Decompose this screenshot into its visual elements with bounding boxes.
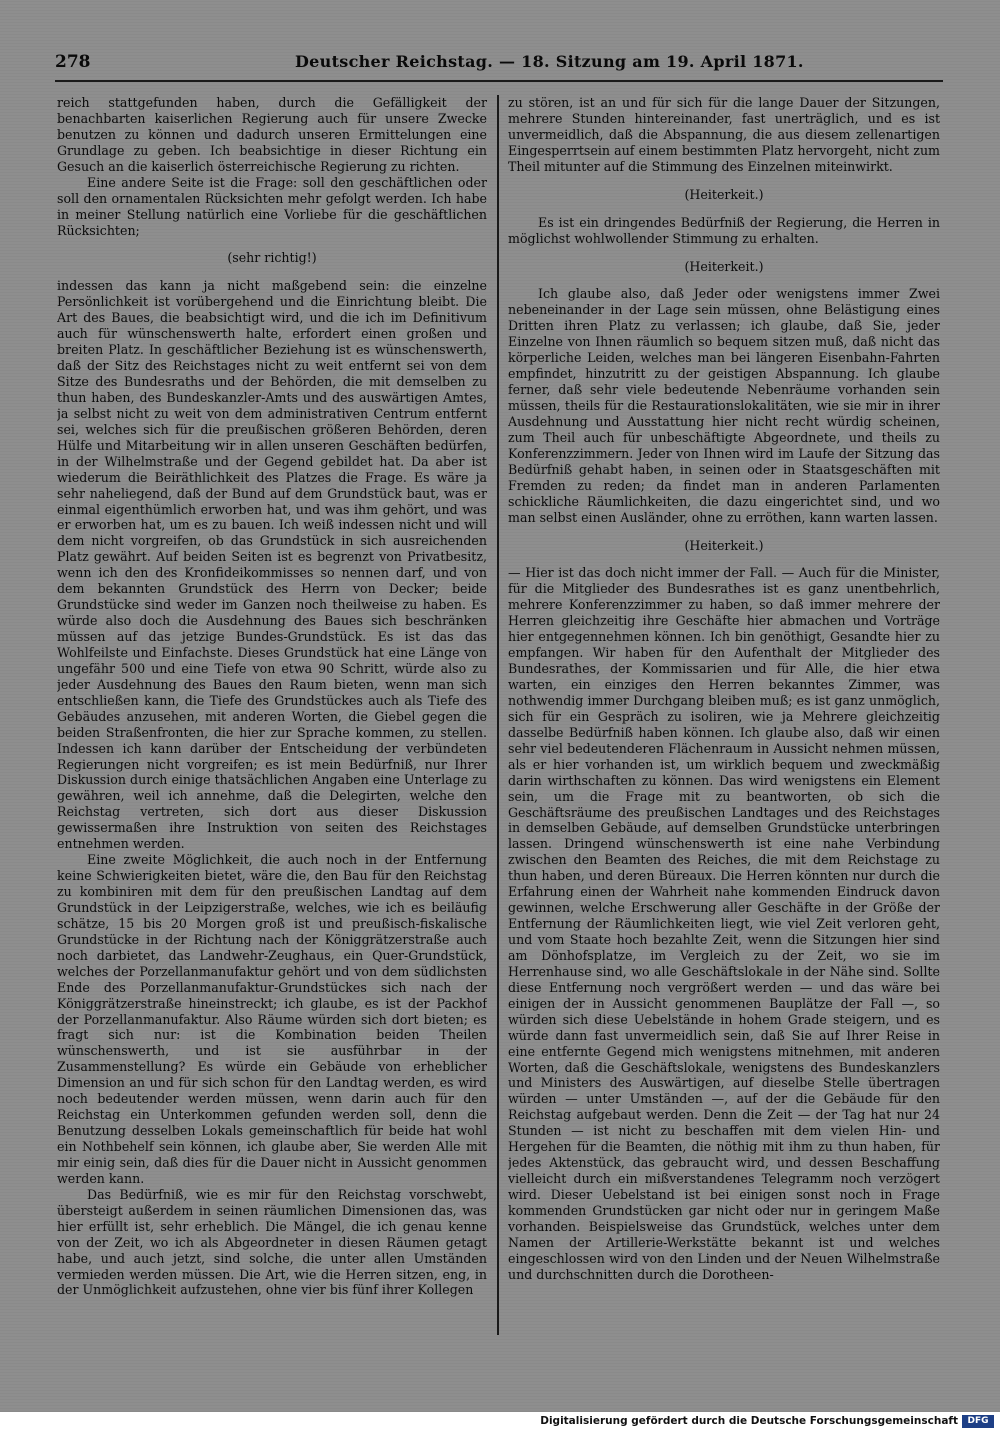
paragraph: indessen das kann ja nicht maßgebend sein: die einzelne Persönlichkeit ist vorübergehend und die Einrichtung bleibt. Die Art des Baues, die beabsichtigt wird, und die ich im Definitivum auch für wünschenswerth halte, erfordert einen großen und breiten Platz. In geschäftlicher Beziehung ist es wünschenswerth, daß der Sitz des Reichstages nicht zu weit entfernt sei von dem Sitze des Bundesraths und der Behörden, die mit demselben zu thun haben, des Bundeskanzler-Amts und des auswärtigen Amtes, ja selbst nicht zu weit von dem administrativen Centrum entfernt sei, welches sich für die preußischen größeren Behörden, deren Hülfe und Mitarbeitung wir in allen unseren Geschäften bedürfen, in der Wilhelmstraße und der Gegend gebildet hat. Da aber ist wiederum die Beiräthlichkeit des Platzes die Frage. Es wäre ja sehr naheliegend, daß der Bund auf dem Grundstück baut, was er einmal eigenthümlich erworben hat, und was ihm gehört, und was er erworben hat, um es zu bauen. Ich weiß indessen nicht und will dem nicht vorgreifen, ob das Grundstück in sich ausreichenden Platz gewährt. Auf beiden Seiten ist es begrenzt von Privatbesitz, wenn ich den des Kronfideikommisses so nennen darf, und von dem bekannten Grundstück des Herrn von Decker; beide Grundstücke sind weder im Ganzen noch theilweise zu haben. Es würde also doch die Ausdehnung des Baues sich beschränken müssen auf das jetzige Bundes-Grundstück. Es ist das das Wohlfeilste und Einfachste. Dieses Grundstück hat eine Länge von ungefähr 500 und eine Tiefe von etwa 90 Schritt, würde also zu jeder Ausdehnung des Baues den Raum bieten, wenn man sich entschließen kann, die Tiefe des Grundstückes auch als Tiefe des Gebäudes anzusehen, mit anderen Worten, die Giebel gegen die beiden Straßenfronten, die hier zur Sprache kommen, zu stellen. Indessen ich kann darüber der Entscheidung der verbündeten Regierungen nicht vorgreifen; es ist mein Bedürfniß, nur Ihrer Diskussion durch einige thatsächlichen Angaben eine Unterlage zu gewähren, weil ich annehme, daß die Delegirten, welche den Reichstag vertreten, sich dort aus dieser Diskussion gewissermaßen ihre Instruktion von seiten des Reichstages entnehmen werden.	[57, 278, 487, 852]
interjection: (Heiterkeit.)	[684, 537, 764, 553]
paragraph: Eine zweite Möglichkeit, die auch noch in der Entfernung keine Schwierigkeiten bietet, wäre die, den Bau für den Reichstag zu kombiniren mit dem für den preußischen Landtag auf dem Grundstück in der Leipzigerstraße, welches, wie ich es beiläufig schätze, 15 bis 20 Morgen groß ist und preußisch-fiskalische Grundstücke in der Richtung nach der Königgrätzerstraße auch noch darbietet, das Landwehr-Zeughaus, ein Quer-Grundstück, welches der Porzellanmanufaktur gehört und von dem südlichsten Ende des Porzellanmanufaktur-Grundstückes sich nach der Königgrätzerstraße hineinstreckt; ich glaube, es ist der Packhof der Porzellanmanufaktur. Also Räume würden sich dort bieten; es fragt sich nur: ist die Kombination beiden Theilen wünschenswerth, und ist sie ausführbar in der Zusammenstellung? Es würde ein Gebäude von erheblicher Dimension an und für sich schon für den Landtag werden, es wird noch bedeutender werden müssen, wenn darin auch für den Reichstag ein Unterkommen gefunden werden soll, denn die Benutzung desselben Lokals gemeinschaftlich für beide hat wohl ein Nothbehelf sein können, ich glaube aber, Sie werden Alle mit mir einig sein, daß dies für die Dauer nicht in Aussicht genommen werden kann.	[57, 852, 487, 1186]
right-column	[508, 95, 940, 1340]
footer-credit: Digitalisierung gefördert durch die Deutsche Forschungsgemeinschaft	[540, 1415, 958, 1427]
page-number: 278	[55, 52, 91, 72]
footer-bar	[0, 1412, 1000, 1432]
paragraph: reich stattgefunden haben, durch die Gefälligkeit der benachbarten kaiserlichen Regierung auch für unsere Zwecke benutzen zu können und dadurch unseren Ermittelungen eine Grundlage zu geben. Ich beabsichtige in dieser Richtung ein Gesuch an die kaiserlich österreichische Regierung zu richten.	[57, 95, 487, 174]
header-rule	[55, 80, 943, 82]
paragraph: Es ist ein dringendes Bedürfniß der Regierung, die Herren in möglichst wohlwollender Stimmung zu erhalten.	[508, 214, 940, 246]
left-column	[57, 95, 487, 1340]
paragraph: Das Bedürfniß, wie es mir für den Reichstag vorschwebt, übersteigt außerdem in seinen räumlichen Dimensionen das, was hier erfüllt ist, sehr erheblich. Die Mängel, die ich genau kenne von der Zeit, wo ich als Abgeordneter in diesen Räumen getagt habe, und auch jetzt, sind solche, die unter allen Umständen vermieden werden müssen. Die Art, wie die Herren sitzen, eng, in der Unmöglichkeit aufzustehen, ohne vier bis fünf ihrer Kollegen	[57, 1186, 487, 1298]
interjection: (Heiterkeit.)	[684, 186, 764, 202]
column-rule	[497, 95, 499, 1335]
paragraph: Eine andere Seite ist die Frage: soll den geschäftlichen oder soll den ornamentalen Rücksichten mehr gefolgt werden. Ich habe in meiner Stellung natürlich eine Vorliebe für die geschäftlichen Rücksichten;	[57, 174, 487, 238]
dfg-logo: DFG	[962, 1415, 994, 1428]
paragraph: Ich glaube also, daß Jeder oder wenigstens immer Zwei nebeneinander in der Lage sein müssen, ohne Belästigung eines Dritten ihren Platz zu verlassen; ich glaube, daß Sie, jeder Einzelne von Ihnen räumlich so bequem sitzen muß, daß nicht das körperliche Leiden, welches man bei längeren Eisenbahn-Fahrten empfindet, hinzutritt zu der geistigen Abspannung. Ich glaube ferner, daß sehr viele bedeutende Nebenräume vorhanden sein müssen, theils für die Restaurationslokalitäten, wie sie mir in ihrer Ausdehnung und Ausstattung hier nicht recht würdig scheinen, zum Theil auch für unbeschäftigte Abgeordnete, und theils zu Konferenzzimmern. Jeder von Ihnen wird im Laufe der Sitzung das Bedürfniß gehabt haben, in seinen oder in Staatsgeschäften mit Fremden zu reden; da findet man in anderen Parlamenten schickliche Räumlichkeiten, die dazu eingerichtet sind, und wo man selbst einen Ausländer, ohne zu erröthen, kann warten lassen.	[508, 286, 940, 525]
interjection: (Heiterkeit.)	[684, 258, 764, 274]
running-title: Deutscher Reichstag. — 18. Sitzung am 19. April 1871.	[295, 52, 804, 71]
paragraph: — Hier ist das doch nicht immer der Fall. — Auch für die Minister, für die Mitglieder des Bundesrathes ist es ganz unentbehrlich, mehrere Konferenzzimmer zu haben, so daß immer mehrere der Herren gleichzeitig ihre Geschäfte hier abmachen und Vorträge hier entgegennehmen können. Ich bin genöthigt, Gesandte hier zu empfangen. Wir haben für den Aufenthalt der Mitglieder des Bundesrathes, der Kommissarien und für Alle, die hier etwa warten, ein einziges den Herren bekanntes Zimmer, was nothwendig immer Durchgang bleiben muß; es ist ganz unmöglich, sich für ein Gespräch zu isoliren, wie ja Mehrere gleichzeitig dasselbe Bedürfniß haben können. Ich glaube also, daß wir einen sehr viel bedeutenderen Flächenraum in Aussicht nehmen müssen, als er hier vorhanden ist, um wirklich bequem und zweckmäßig darin wirthschaften zu können. Das wird wenigstens ein Element sein, um die Frage mit zu beantworten, ob sich die Geschäftsräume des preußischen Landtages und des Reichstages in demselben Gebäude, auf demselben Grundstücke unterbringen lassen. Dringend wünschenswerth ist eine nahe Verbindung zwischen den Beamten des Reiches, die mit dem Reichstage zu thun haben, und deren Büreaux. Die Herren könnten nur durch die Erfahrung einen der Wahrheit nahe kommenden Eindruck davon gewinnen, welche Erschwerung aller Geschäfte in der Größe der Entfernung der Räumlichkeiten liegt, wie viel Zeit verloren geht, und vom Staate hoch bezahlte Zeit, wenn die Sitzungen hier sind am Dönhofsplatze, im Vergleich zu der Zeit, wo sie im Herrenhause sind, wo alle Geschäftslokale in der Nähe sind. Sollte diese Entfernung noch vergrößert werden — und das wäre bei einigen der in Aussicht genommenen Bauplätze der Fall —, so würden sich diese Uebelstände in hohem Grade steigern, und es würde dann fast unvermeidlich sein, daß Sie auf Ihrer Reise in eine entfernte Gegend mich wenigstens mitnehmen, mit anderen Worten, daß die Geschäftslokale, wenigstens des Bundeskanzlers und Ministers des Auswärtigen, auf dieselbe Stelle übertragen würden — unter Umständen —, auf der die Gebäude für den Reichstag aufgebaut werden. Denn die Zeit — der Tag hat nur 24 Stunden — ist nicht zu beschaffen mit dem vielen Hin- und Hergehen für die Beamten, die nöthig mit ihm zu thun haben, für jedes Aktenstück, das gebraucht wird, und dessen Beschaffung vielleicht durch ein mißverstandenes Telegramm noch verzögert wird. Dieser Uebelstand ist bei einigen sonst noch in Frage kommenden Grundstücken gar nicht oder nur in geringem Maße vorhanden. Beispielsweise das Grundstück, welches unter dem Namen der Artillerie-Werkstätte bekannt ist und welches eingeschlossen wird von den Linden und der Neuen Wilhelmstraße und durchschnitten durch die Dorotheen-	[508, 565, 940, 1282]
interjection: (sehr richtig!)	[227, 250, 317, 266]
page-header	[55, 52, 943, 78]
paragraph: zu stören, ist an und für sich für die lange Dauer der Sitzungen, mehrere Stunden hintereinander, fast unerträglich, und es ist unvermeidlich, daß die Abspannung, die aus diesem zellenartigen Eingesperrtsein auf einem bestimmten Platz hervorgeht, nicht zum Theil mitunter auf die Stimmung des Einzelnen miteinwirkt.	[508, 95, 940, 174]
